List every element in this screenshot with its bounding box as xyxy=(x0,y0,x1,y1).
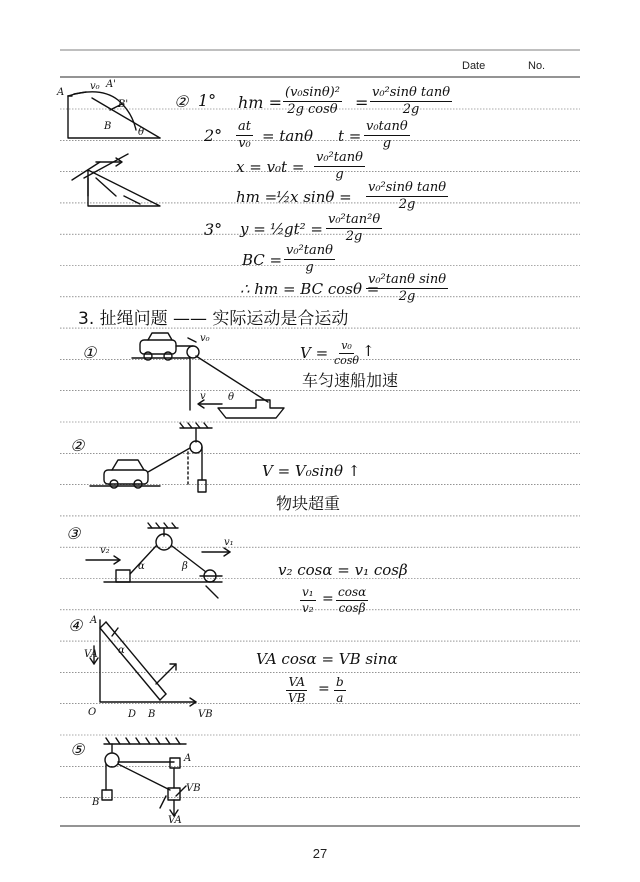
step3-index: 3° xyxy=(204,220,223,239)
step3-y: y = xyxy=(240,220,266,238)
step2-fraction: $\frac{at}{\text{v₀}}$ xyxy=(238,119,251,151)
case4-fraction-1: $\frac{VA}{VB}$ xyxy=(288,675,306,705)
two-blocks-pulley-sketch xyxy=(86,523,230,598)
step2-hm-mid: x sinθ = xyxy=(290,188,352,206)
label-A-prime: A' xyxy=(106,79,116,90)
case4-fraction-2: $\frac{b}{a}$ xyxy=(336,675,344,705)
step2-t-fraction: $\frac{\text{v₀tanθ}}{g}$ xyxy=(366,119,408,151)
step1-equals: = xyxy=(355,93,369,112)
slope-projectile-sketch-1 xyxy=(68,92,160,138)
number-label: No. xyxy=(528,60,546,72)
case5-label-VA: VA xyxy=(168,815,182,826)
case5-marker: ⑤ xyxy=(70,740,85,759)
step2-half: ½ xyxy=(276,188,291,206)
date-label: Date xyxy=(462,60,486,72)
label-A: A xyxy=(57,87,65,98)
case3-marker: ③ xyxy=(66,524,81,543)
case4-equation: VA cosα = VB sinα xyxy=(256,650,398,668)
step1-fraction-1: $\frac{\text{(v₀sinθ)²}}{\text{2g cosθ}}$ xyxy=(285,85,340,117)
case1-label-v0: v₀ xyxy=(200,333,210,344)
case4-label-B: B xyxy=(148,709,156,720)
ladder-wall-sketch xyxy=(90,620,196,706)
step2-hm: hm = xyxy=(236,188,278,206)
step3-therefore: ∴ hm = BC cosθ = xyxy=(240,280,380,298)
case1-note: 车匀速船加速 xyxy=(302,371,399,390)
case4-marker: ④ xyxy=(68,616,83,635)
step2-hm-fraction: $\frac{\text{v₀²sinθ tanθ}}{2g}$ xyxy=(368,180,447,212)
bar-pulley-blocks-sketch xyxy=(102,738,186,816)
step2-index: 2° xyxy=(204,126,223,145)
label-B-prime: B' xyxy=(118,99,129,110)
case1-arrow: ↑ xyxy=(362,342,375,360)
case5-label-VB: VB xyxy=(186,783,201,794)
case1-fraction: $\frac{\text{v₀}}{\cos\theta}$ xyxy=(334,339,360,367)
case1-eq-lhs: V = xyxy=(300,344,329,362)
case4-label-VA: VA xyxy=(84,649,98,660)
case5-label-A: A xyxy=(184,753,192,764)
case3-label-alpha: α xyxy=(138,561,145,572)
step1-lhs: hm = xyxy=(238,93,282,112)
case1-label-theta: θ xyxy=(228,392,235,403)
label-theta: θ xyxy=(138,127,145,138)
step3-bc: BC = xyxy=(242,251,283,269)
step2-x-fraction: $\frac{\text{v₀²tanθ}}{g}$ xyxy=(316,150,363,182)
step2-t: t = xyxy=(338,127,362,145)
step3-y-mid: gt² = xyxy=(284,220,323,238)
step1-fraction-2: $\frac{\text{v₀²sinθ tanθ}}{2g}$ xyxy=(372,85,451,117)
page-number: 27 xyxy=(312,846,328,861)
case4-fraction-equals: = xyxy=(318,681,330,697)
case3-equation: v₂ cosα = v₁ cosβ xyxy=(278,561,408,579)
step2-tan: = tanθ xyxy=(262,127,313,145)
label-B: B xyxy=(104,121,112,132)
step1-index: 1° xyxy=(198,91,217,110)
case1-marker: ① xyxy=(82,343,97,362)
step2-x: x = v₀t = xyxy=(236,158,305,176)
case4-label-alpha: α xyxy=(118,645,125,656)
case2-marker: ② xyxy=(70,436,85,455)
case2-equation: V = V₀sinθ ↑ xyxy=(262,462,361,480)
case3-label-v1: v₁ xyxy=(224,537,234,548)
step3-bc-fraction: $\frac{\text{v₀²tanθ}}{g}$ xyxy=(286,243,333,275)
step3-y-fraction: $\frac{\text{v₀²tan²θ}}{2g}$ xyxy=(328,212,381,244)
case3-fraction-equals: = xyxy=(322,591,334,607)
case4-label-VB: VB xyxy=(198,709,213,720)
case4-label-O: O xyxy=(88,707,97,718)
step3-final-fraction: $\frac{\text{v₀²tanθ sinθ}}{2g}$ xyxy=(368,272,447,304)
block1-marker: ② xyxy=(174,92,189,111)
case2-note: 物块超重 xyxy=(276,494,341,513)
car-pulley-block-sketch xyxy=(90,423,212,492)
case4-label-A: A xyxy=(90,615,98,626)
label-v0: v₀ xyxy=(90,81,100,92)
case3-label-beta: β xyxy=(182,561,188,572)
case5-label-B: B xyxy=(92,797,100,808)
case3-fraction-1: $\frac{\text{v₁}}{\text{v₂}}$ xyxy=(302,585,314,615)
slope-projectile-sketch-2 xyxy=(72,154,160,206)
case3-fraction-2: $\frac{\cos\alpha}{\cos\beta}$ xyxy=(338,585,367,615)
case1-label-v: v xyxy=(200,391,206,402)
section-3-title: 3. 扯绳问题 —— 实际运动是合运动 xyxy=(78,309,349,329)
car-boat-sketch xyxy=(132,333,284,418)
step3-half: ½ xyxy=(270,220,285,238)
case3-label-v2: v₂ xyxy=(100,545,110,556)
case4-label-D: D xyxy=(128,709,137,720)
